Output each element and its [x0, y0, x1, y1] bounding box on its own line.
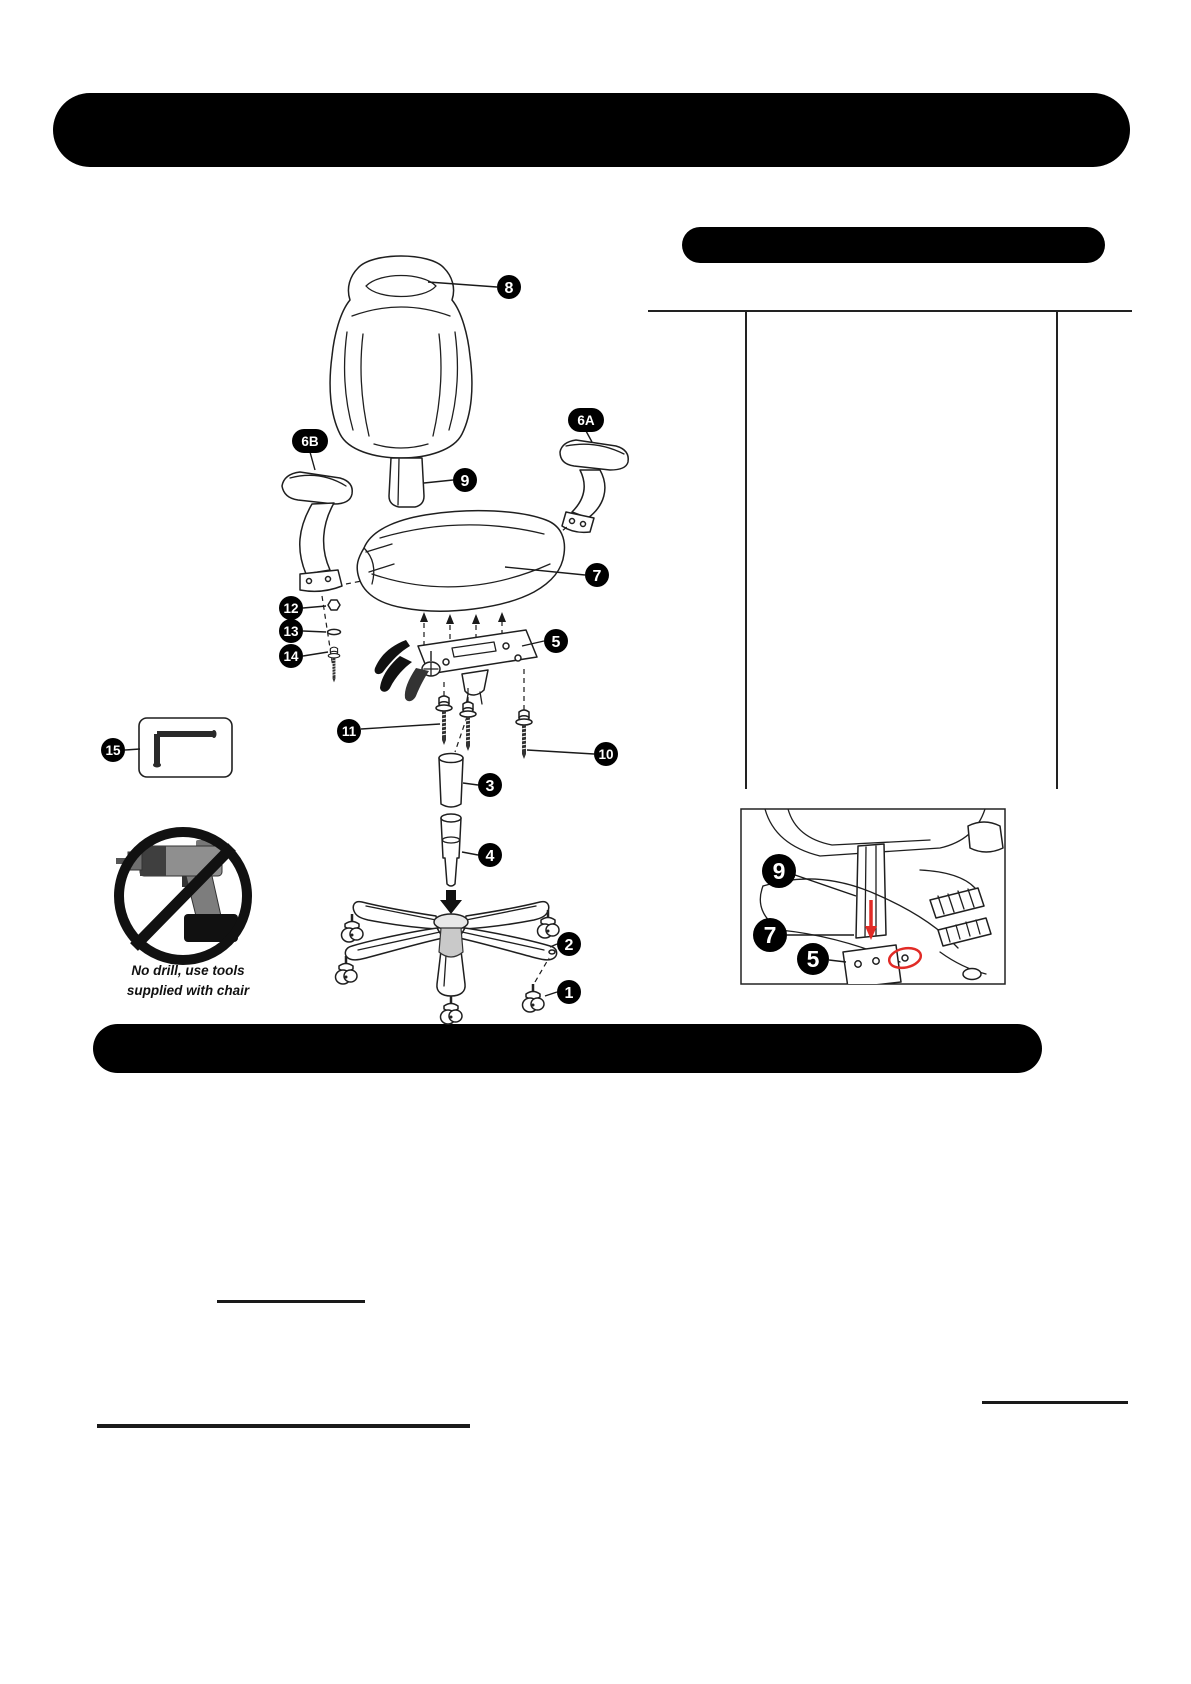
callout-1	[545, 980, 581, 1004]
callout-12	[279, 596, 326, 620]
svg-text:1: 1	[564, 985, 574, 1002]
mechanism-screw-drawing	[516, 666, 532, 759]
mechanism-drawing	[375, 630, 537, 752]
callout-4	[462, 843, 502, 867]
svg-text:11: 11	[341, 724, 357, 739]
svg-text:7: 7	[763, 922, 777, 948]
svg-text:12: 12	[283, 601, 299, 616]
svg-text:6A: 6A	[577, 413, 595, 428]
svg-text:4: 4	[485, 848, 495, 865]
svg-text:6B: 6B	[301, 434, 319, 449]
svg-text:8: 8	[504, 280, 514, 297]
svg-text:5: 5	[806, 946, 820, 972]
svg-text:9: 9	[460, 473, 470, 490]
svg-text:7: 7	[592, 568, 602, 585]
backrest-drawing	[330, 256, 472, 458]
callout-14	[279, 644, 328, 668]
svg-text:3: 3	[485, 778, 495, 795]
svg-text:5: 5	[551, 634, 561, 651]
svg-text:15: 15	[105, 743, 121, 758]
back-support-bar-drawing	[389, 458, 424, 507]
armrest-fasteners-drawing	[322, 596, 341, 682]
callout-15	[101, 738, 140, 762]
callout-6b	[292, 429, 328, 470]
callout-11	[337, 719, 440, 743]
no-drill-note-line1: No drill, use tools	[131, 963, 245, 978]
callout-10	[527, 742, 618, 766]
svg-text:2: 2	[564, 937, 574, 954]
detail-inset	[741, 809, 1005, 988]
svg-text:9: 9	[772, 858, 786, 884]
callout-13	[279, 619, 326, 643]
callout-9	[424, 468, 477, 492]
allen-key-box	[139, 718, 232, 777]
no-drill-note-line2: supplied with chair	[126, 983, 250, 998]
svg-text:14: 14	[283, 649, 299, 664]
callout-3	[463, 773, 502, 797]
callout-6a	[568, 408, 604, 442]
svg-text:13: 13	[283, 624, 299, 639]
caster-drawing	[523, 958, 550, 1012]
no-drill-icon	[116, 832, 247, 960]
svg-text:10: 10	[598, 747, 614, 762]
gas-lift-drawing	[440, 814, 462, 914]
seat-drawing	[357, 511, 564, 612]
cylinder-cover-drawing	[439, 754, 463, 808]
